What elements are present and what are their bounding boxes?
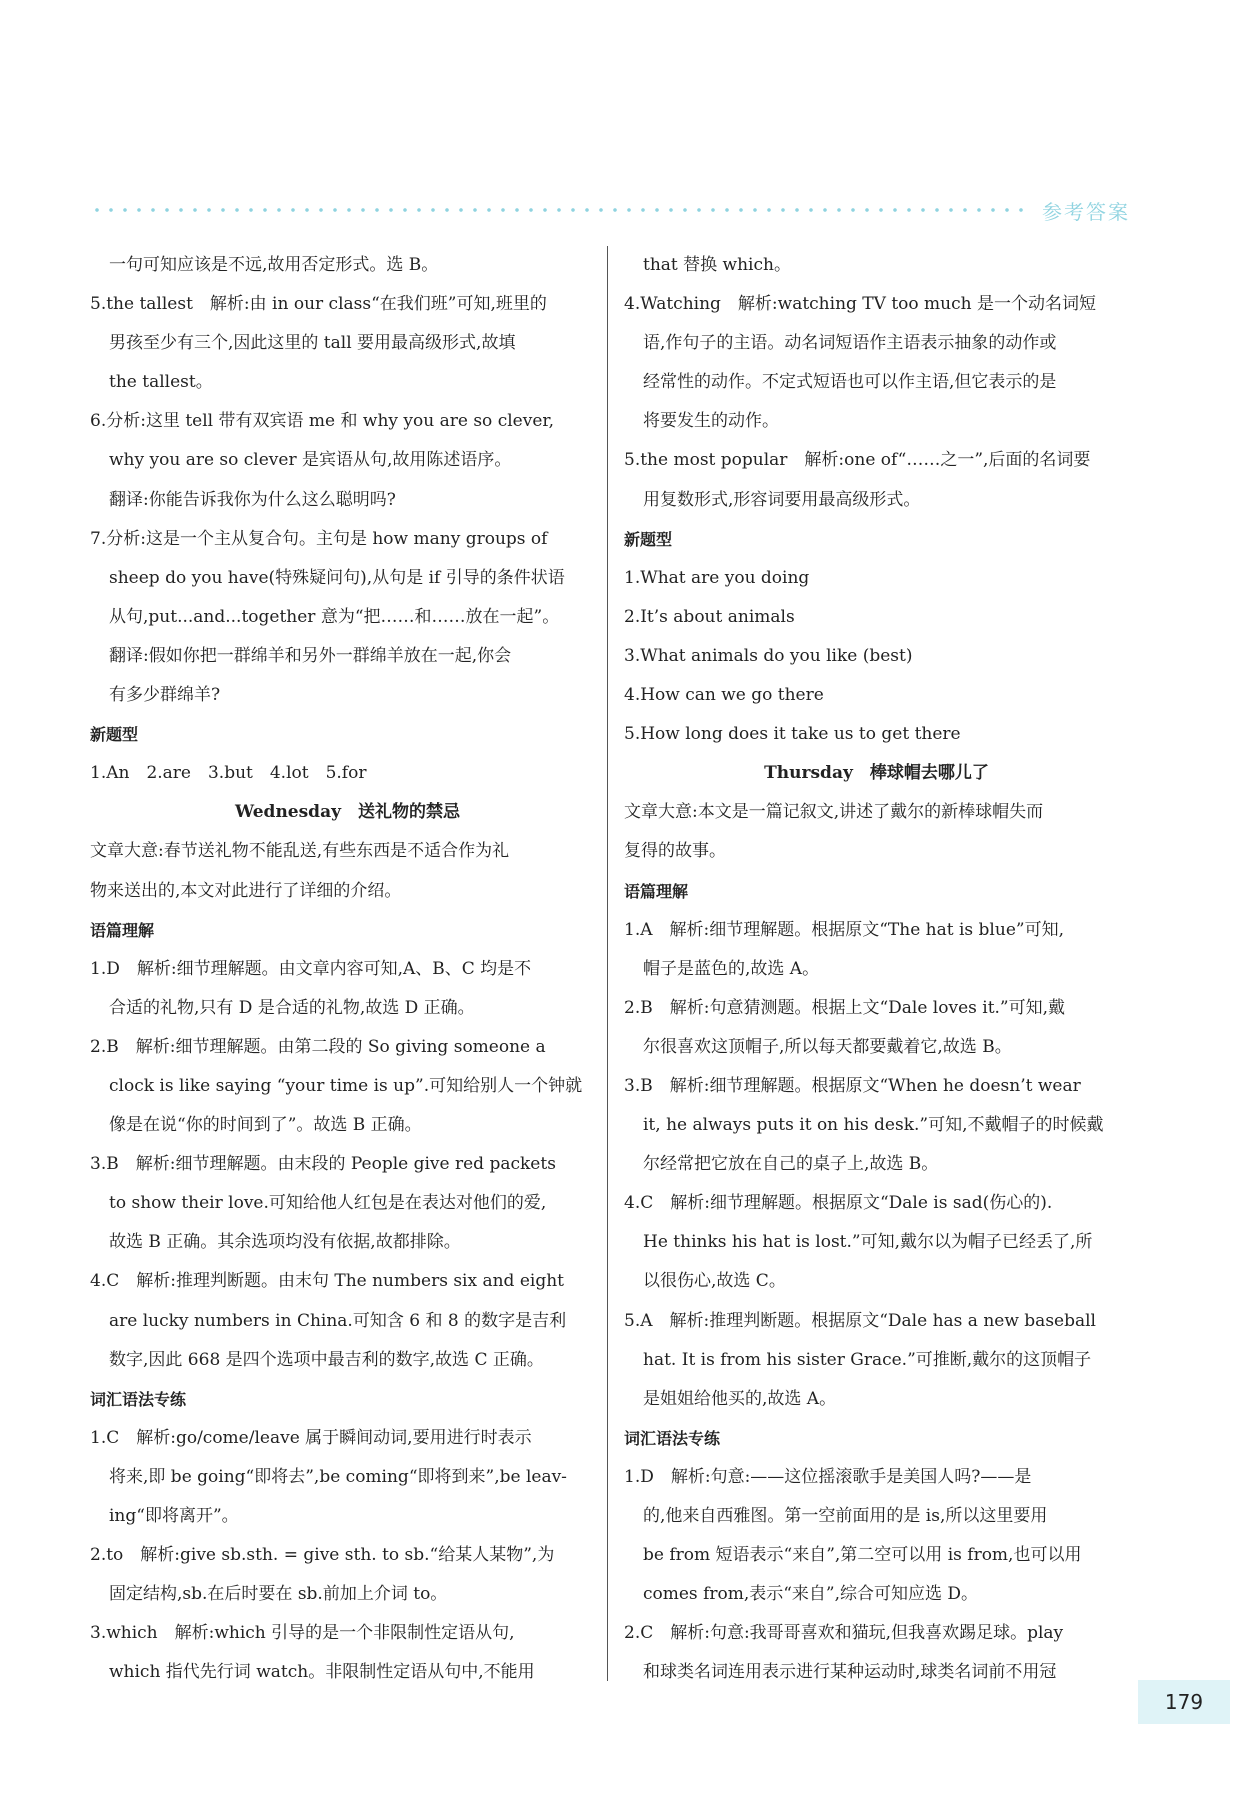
text-line: 2.B 解析:细节理解题。由第二段的 So giving someone a (90, 1036, 546, 1057)
text-line: 文章大意:春节送礼物不能乱送,有些东西是不适合作为礼 (90, 841, 510, 862)
text-line: 3.B 解析:细节理解题。根据原文“When he doesn’t wear (624, 1075, 1081, 1096)
text-line: 复得的故事。 (624, 841, 726, 862)
text-line: 有多少群绵羊? (109, 685, 221, 706)
page-header (90, 196, 1130, 226)
text-line: 是姐姐给他买的,故选 A。 (643, 1388, 837, 1409)
text-line: 1.An 2.are 3.but 4.lot 5.for (90, 763, 367, 784)
text-line: that 替换 which。 (643, 255, 791, 275)
text-line: 7.分析:这是一个主从复合句。主句是 how many groups of (90, 528, 548, 549)
text-line: hat. It is from his sister Grace.”可推断,戴尔的这顶帽子 (643, 1349, 1092, 1370)
text-line: 故选 B 正确。其余选项均没有依据,故都排除。 (109, 1232, 461, 1253)
text-line: 的,他来自西雅图。第一空前面用的是 is,所以这里要用 (643, 1506, 1048, 1526)
text-line: 合适的礼物,只有 D 是合适的礼物,故选 D 正确。 (109, 997, 475, 1018)
text-line: clock is like saying “your time is up”.可知给别人一个钟就 (109, 1075, 583, 1096)
text-line: 5.How long does it take us to get there (624, 724, 961, 745)
section-heading: 词汇语法专练 (90, 1389, 187, 1409)
text-line: 以很伤心,故选 C。 (643, 1271, 786, 1292)
text-line: 像是在说“你的时间到了”。故选 B 正确。 (109, 1115, 422, 1136)
text-line: are lucky numbers in China.可知含 6 和 8 的数字是吉利 (109, 1310, 567, 1331)
dotted-rule (90, 208, 1030, 212)
text-line: to show their love.可知给他人红包是在表达对他们的爱, (109, 1193, 547, 1214)
text-line: sheep do you have(特殊疑问句),从句是 if 引导的条件状语 (109, 567, 565, 588)
text-line: 3.B 解析:细节理解题。由末段的 People give red packets (90, 1154, 556, 1175)
section-heading: 语篇理解 (624, 881, 689, 901)
text-line: the tallest。 (109, 372, 213, 393)
left-column (90, 246, 605, 1692)
text-line: 文章大意:本文是一篇记叙文,讲述了戴尔的新棒球帽失而 (624, 802, 1044, 823)
text-line: 翻译:假如你把一群绵羊和另外一群绵羊放在一起,你会 (109, 645, 512, 666)
text-line: why you are so clever 是宾语从句,故用陈述语序。 (109, 450, 512, 471)
text-line: 1.D 解析:细节理解题。由文章内容可知,A、B、C 均是不 (90, 958, 532, 979)
text-line: 一句可知应该是不远,故用否定形式。选 B。 (109, 255, 439, 275)
text-line: 5.A 解析:推理判断题。根据原文“Dale has a new baseball (624, 1310, 1096, 1331)
day-title: Wednesday 送礼物的禁忌 (235, 802, 460, 823)
text-line: 尔很喜欢这顶帽子,所以每天都要戴着它,故选 B。 (643, 1036, 1012, 1057)
text-line: comes from,表示“来自”,综合可知应选 D。 (643, 1584, 979, 1605)
text-line: 将来,即 be going“即将去”,be coming“即将到来”,be leav- (109, 1466, 567, 1487)
text-line: be from 短语表示“来自”,第二空可以用 is from,也可以用 (643, 1545, 1082, 1566)
text-line: 固定结构,sb.在后时要在 sb.前加上介词 to。 (109, 1584, 448, 1605)
text-line: 1.A 解析:细节理解题。根据原文“The hat is blue”可知, (624, 919, 1064, 940)
text-line: 从句,put...and...together 意为“把……和……放在一起”。 (109, 606, 560, 627)
text-line: 4.How can we go there (624, 685, 824, 706)
text-line: 语,作句子的主语。动名词短语作主语表示抽象的动作或 (643, 333, 1057, 354)
text-line: 将要发生的动作。 (643, 411, 779, 432)
text-line: 数字,因此 668 是四个选项中最吉利的数字,故选 C 正确。 (109, 1349, 544, 1370)
text-line: 尔经常把它放在自己的桌子上,故选 B。 (643, 1154, 939, 1175)
day-title: Thursday 棒球帽去哪儿了 (764, 763, 989, 784)
text-line: 用复数形式,形容词要用最高级形式。 (643, 489, 921, 510)
text-line: 物来送出的,本文对此进行了详细的介绍。 (90, 880, 402, 901)
text-line: ing“即将离开”。 (109, 1506, 239, 1526)
section-heading: 新题型 (624, 529, 673, 549)
section-heading: 新题型 (90, 725, 139, 745)
text-line: 和球类名词连用表示进行某种运动时,球类名词前不用冠 (643, 1662, 1057, 1683)
text-line: 4.C 解析:细节理解题。根据原文“Dale is sad(伤心的). (624, 1193, 1053, 1214)
text-line: 1.D 解析:句意:——这位摇滚歌手是美国人吗?——是 (624, 1466, 1032, 1487)
text-line: 翻译:你能告诉我你为什么这么聪明吗? (109, 489, 396, 510)
text-line: 帽子是蓝色的,故选 A。 (643, 958, 820, 979)
text-line: 3.which 解析:which 引导的是一个非限制性定语从句, (90, 1623, 515, 1644)
text-line: 2.It’s about animals (624, 606, 795, 627)
text-line: 2.C 解析:句意:我哥哥喜欢和猫玩,但我喜欢踢足球。play (624, 1623, 1064, 1644)
text-line: He thinks his hat is lost.”可知,戴尔以为帽子已经丢了,所 (643, 1232, 1093, 1253)
column-divider (607, 246, 608, 1681)
text-line: 5.the most popular 解析:one of“……之一”,后面的名词要 (624, 450, 1091, 471)
text-line: 3.What animals do you like (best) (624, 645, 913, 666)
text-line: 4.C 解析:推理判断题。由末句 The numbers six and eight (90, 1271, 565, 1292)
text-line: 1.C 解析:go/come/leave 属于瞬间动词,要用进行时表示 (90, 1427, 532, 1448)
text-line: 经常性的动作。不定式短语也可以作主语,但它表示的是 (643, 372, 1057, 393)
text-line: 6.分析:这里 tell 带有双宾语 me 和 why you are so clever, (90, 411, 555, 432)
text-line: 1.What are you doing (624, 567, 810, 588)
text-line: it, he always puts it on his desk.”可知,不戴帽子的时候戴 (643, 1115, 1104, 1136)
header-title: 参考答案 (1042, 200, 1130, 224)
page-number: 179 (1138, 1680, 1230, 1724)
text-line: 5.the tallest 解析:由 in our class“在我们班”可知,班里的 (90, 294, 547, 315)
text-line: 4.Watching 解析:watching TV too much 是一个动名词短 (624, 294, 1096, 315)
text-line: 男孩至少有三个,因此这里的 tall 要用最高级形式,故填 (109, 333, 516, 354)
right-column (624, 246, 1129, 1692)
text-line: which 指代先行词 watch。非限制性定语从句中,不能用 (109, 1662, 535, 1683)
section-heading: 词汇语法专练 (624, 1428, 721, 1448)
text-line: 2.B 解析:句意猜测题。根据上文“Dale loves it.”可知,戴 (624, 997, 1066, 1018)
section-heading: 语篇理解 (90, 920, 155, 940)
text-line: 2.to 解析:give sb.sth. = give sth. to sb.“给某人某物”,为 (90, 1545, 555, 1566)
